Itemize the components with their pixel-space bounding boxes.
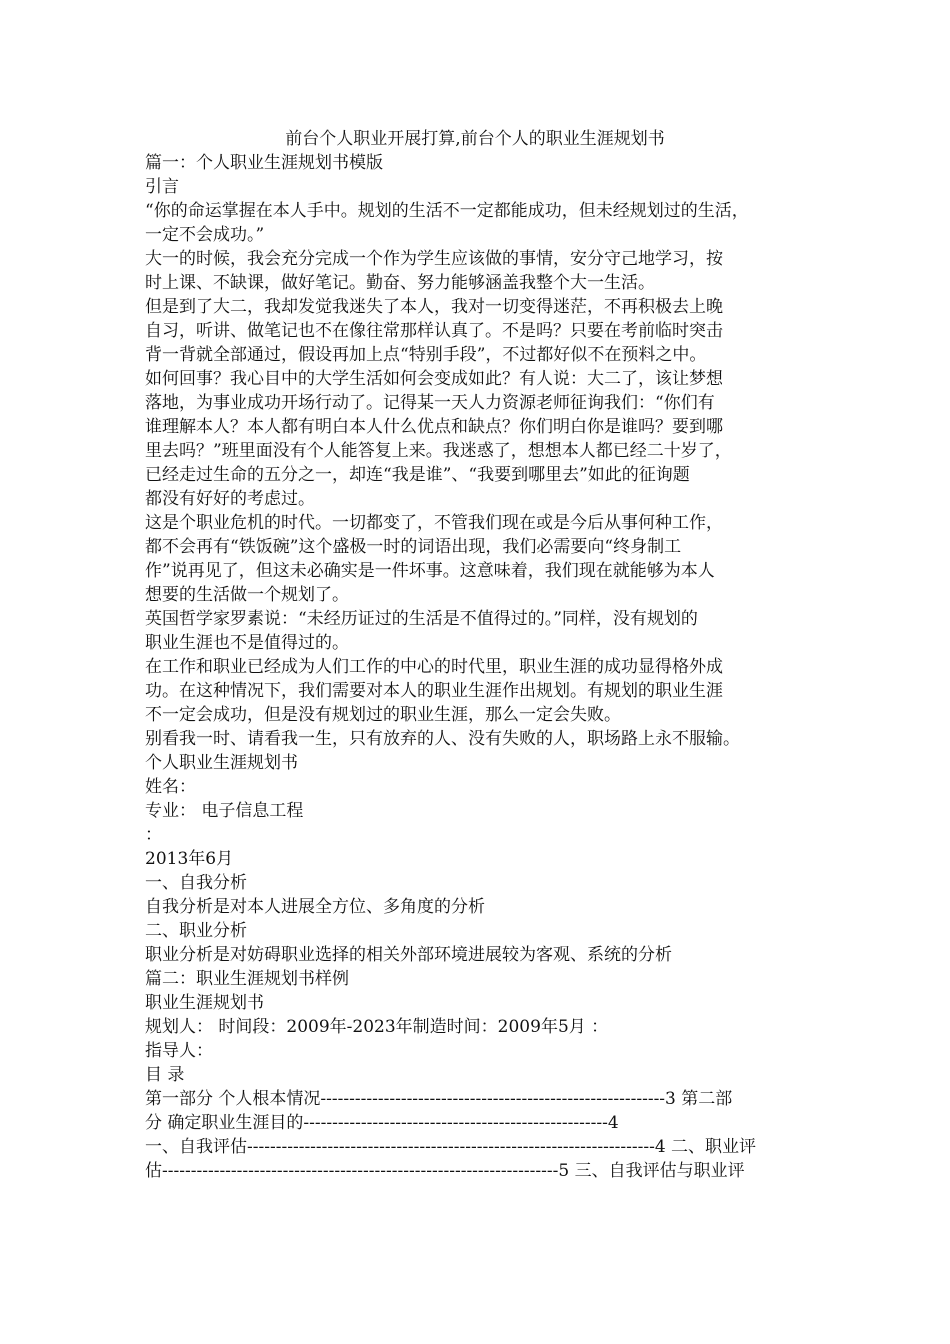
text-line: 作”说再见了，但这未必确实是一件坏事。这意味着，我们现在就能够为本人 (145, 561, 715, 581)
text-line: 一、自我评估-----------------------------------------------------------------------4 二、职业评 (145, 1137, 757, 1157)
text-line: 一定不会成功。” (145, 225, 265, 245)
text-line: 英国哲学家罗素说：“未经历证过的生活是不值得过的。”同样，没有规划的 (145, 609, 698, 629)
text-line: 职业分析是对妨碍职业选择的相关外部环境进展较为客观、系统的分析 (145, 945, 672, 965)
text-line: 但是到了大二，我却发觉我迷失了本人，我对一切变得迷茫，不再积极去上晚 (145, 297, 723, 317)
text-line: 篇一：个人职业生涯规划书模版 (145, 153, 383, 173)
text-line: 职业生涯也不是值得过的。 (145, 633, 349, 653)
text-line: 不一定会成功，但是没有规划过的职业生涯，那么一定会失败。 (145, 705, 621, 725)
text-line: 想要的生活做一个规划了。 (145, 585, 349, 605)
text-line: 专业： 电子信息工程 (145, 801, 304, 821)
text-line: 功。在这种情况下，我们需要对本人的职业生涯作出规划。有规划的职业生涯 (145, 681, 723, 701)
text-line: 分 确定职业生涯目的-----------------------------------------------------4 (145, 1113, 619, 1133)
text-line: 自习，听讲、做笔记也不在像往常那样认真了。不是吗？只要在考前临时突击 (145, 321, 723, 341)
text-line: 估---------------------------------------------------------------------5 三、自我评估与职业评 (145, 1161, 745, 1181)
text-line: ： (145, 825, 162, 845)
text-line: 时上课、不缺课，做好笔记。勤奋、努力能够涵盖我整个大一生活。 (145, 273, 655, 293)
text-line: 都不会再有“铁饭碗”这个盛极一时的词语出现，我们必需要向“终身制工 (145, 537, 682, 557)
text-line: 规划人： 时间段：2009年-2023年制造时间：2009年5月 ： (145, 1017, 609, 1037)
text-line: 都没有好好的考虑过。 (145, 489, 315, 509)
document-title: 前台个人职业开展打算,前台个人的职业生涯规划书 (285, 129, 665, 149)
text-line: 落地，为事业成功开场行动了。记得某一天人力资源老师征询我们：“你们有 (145, 393, 715, 413)
text-line: 目 录 (145, 1065, 185, 1085)
text-line: 自我分析是对本人进展全方位、多角度的分析 (145, 897, 485, 917)
text-line: 已经走过生命的五分之一，却连“我是谁”、“我要到哪里去”如此的征询题 (145, 465, 690, 485)
text-line: 篇二：职业生涯规划书样例 (145, 969, 349, 989)
text-line: 引言 (145, 177, 179, 197)
text-line: 2013年6月 (145, 849, 234, 869)
text-line: 指导人： (145, 1041, 213, 1061)
text-line: 背一背就全部通过，假设再加上点“特别手段”，不过都好似不在预料之中。 (145, 345, 707, 365)
text-line: 二、职业分析 (145, 921, 247, 941)
text-line: 姓名： (145, 777, 196, 797)
text-line: 在工作和职业已经成为人们工作的中心的时代里，职业生涯的成功显得格外成 (145, 657, 723, 677)
text-line: 谁理解本人？本人都有明白本人什么优点和缺点？你们明白你是谁吗？要到哪 (145, 417, 723, 437)
text-line: 第一部分 个人根本情况------------------------------------------------------------3 第二部 (145, 1089, 733, 1109)
text-line: 如何回事？我心目中的大学生活如何会变成如此？有人说：大二了，该让梦想 (145, 369, 723, 389)
text-line: 别看我一时、请看我一生，只有放弃的人、没有失败的人，职场路上永不服输。 (145, 729, 740, 749)
text-line: 大一的时候，我会充分完成一个作为学生应该做的事情，安分守己地学习，按 (145, 249, 723, 269)
text-line: 这是个职业危机的时代。一切都变了，不管我们现在或是今后从事何种工作， (145, 513, 723, 533)
text-line: “你的命运掌握在本人手中。规划的生活不一定都能成功，但未经规划过的生活， (145, 201, 749, 221)
text-line: 里去吗？”班里面没有个人能答复上来。我迷惑了，想想本人都已经二十岁了， (145, 441, 732, 461)
text-line: 职业生涯规划书 (145, 993, 264, 1013)
text-line: 个人职业生涯规划书 (145, 753, 298, 773)
text-line: 一、自我分析 (145, 873, 247, 893)
document-body (145, 151, 810, 1183)
